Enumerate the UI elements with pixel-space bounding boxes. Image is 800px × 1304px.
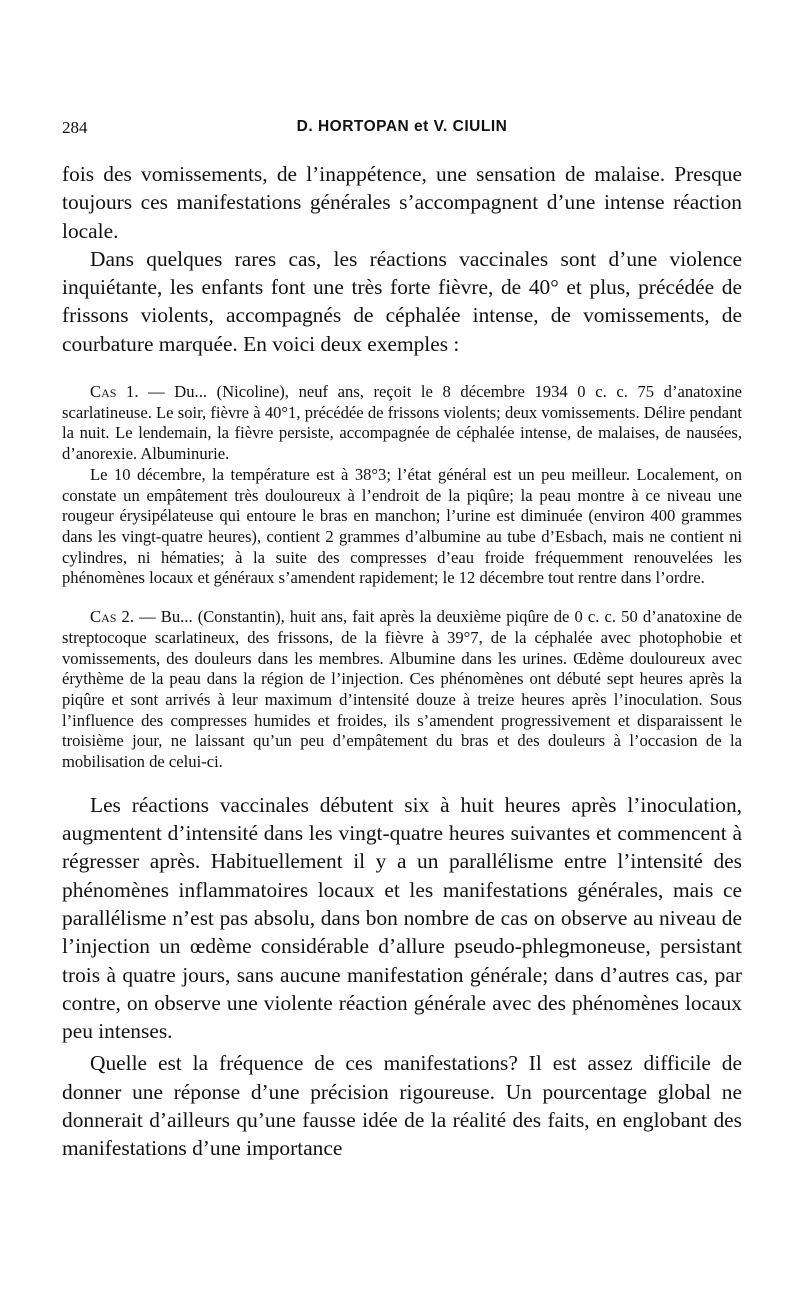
case-1-label: Cas 1. bbox=[90, 382, 139, 402]
running-head: D. HORTOPAN et V. CIULIN bbox=[296, 118, 508, 135]
page-header bbox=[62, 118, 742, 146]
paragraph-frequency: Quelle est la fréquence de ces manifestations? Il est assez difficile de donner une réponse d’une précision rigoureuse. Un pourcentage global ne donnerait d’ailleurs qu’une fausse idée de la réalité des faits, en englobant des manifestations d’une importance bbox=[62, 1051, 742, 1161]
page-number: 284 bbox=[62, 118, 88, 137]
case-1 bbox=[62, 382, 742, 465]
paragraph-reaction-timing: Les réactions vaccinales débutent six à huit heures après l’inoculation, augmentent d’intensité dans les vingt-quatre heures suivantes et commencent à régresser après. Habituellement il y a un parallélisme entre l’intensité des phénomènes inflammatoires locaux et les manifestations générales, mais ce parallélisme n’est pas absolu, dans bon nombre de cas on observe au niveau de l’injection un œdème considérable d’allure pseudo-phlegmoneuse, persistant trois à quatre jours, sans aucune manifestation générale; dans d’autres cas, par contre, on observe une violente réaction générale avec des phénomènes locaux peu intenses. bbox=[62, 792, 742, 1044]
case-2 bbox=[62, 607, 742, 773]
page bbox=[62, 118, 742, 1163]
case-1-continuation: Le 10 décembre, la température est à 38°3; l’état général est un peu meilleur. Localement, on constate un empâtement très douloureux à l’endroit de la piqûre; la peau montre à ce niveau une rougeur érysipélateuse qui entoure le bras en manchon; l’urine est diminuée (environ 400 grammes dans les vingt-quatre heures), contient 2 grammes d’albumine au tube d’Esbach, mais ne contient ni cylindres, ni hématies; à la suite des compresses d’eau froide fréquemment renouvelées les phénomènes locaux et généraux s’amendent rapidement; le 12 décembre tout rentre dans l’ordre. bbox=[62, 464, 742, 588]
case-2-text: — Bu... (Constantin), huit ans, fait après la deuxième piqûre de 0 c. c. 50 d’anatoxine de streptocoque scarlatineux, des frissons, de la fièvre à 39°7, de la céphalée avec photophobie et vomissements, des douleurs dans les membres. Albumine dans les urines. Œdème douloureux avec érythème de la peau dans la région de l’injection. Ces phénomènes ont débuté sept heures après la piqûre et sont arrivés à leur maximum d’intensité douze à treize heures après l’inoculation. Sous l’influence des compresses humides et froides, ils s’amendent progressivement et disparaissent le troisième jour, ne laissant qu’un peu d’empâtement du bras et des douleurs à l’occasion de la mobilisation de celui-ci. bbox=[62, 607, 742, 772]
case-1-text: — Du... (Nicoline), neuf ans, reçoit le 8 décembre 1934 0 c. c. 75 d’anatoxine scarlatineuse. Le soir, fièvre à 40°1, précédée de frissons violents; deux vomissements. Délire pendant la nuit. Le lendemain, la fièvre persiste, accompagnée de céphalée intense, de malaises, de nausées, d’anorexie. Albuminurie. bbox=[62, 382, 742, 464]
paragraph-violent-reactions: Dans quelques rares cas, les réactions vaccinales sont d’une violence inquiétante, les enfants font une très forte fièvre, de 40° et plus, précédée de frissons violents, accompagnés de céphalée intense, de vomissements, de courbature marquée. En voici deux exemples : bbox=[62, 246, 742, 356]
paragraph-continuation: fois des vomissements, de l’inappétence, une sensation de malaise. Presque toujours ces manifestations générales s’accompagnent d’une intense réaction locale. bbox=[62, 162, 742, 243]
case-2-label: Cas 2. bbox=[90, 607, 134, 627]
